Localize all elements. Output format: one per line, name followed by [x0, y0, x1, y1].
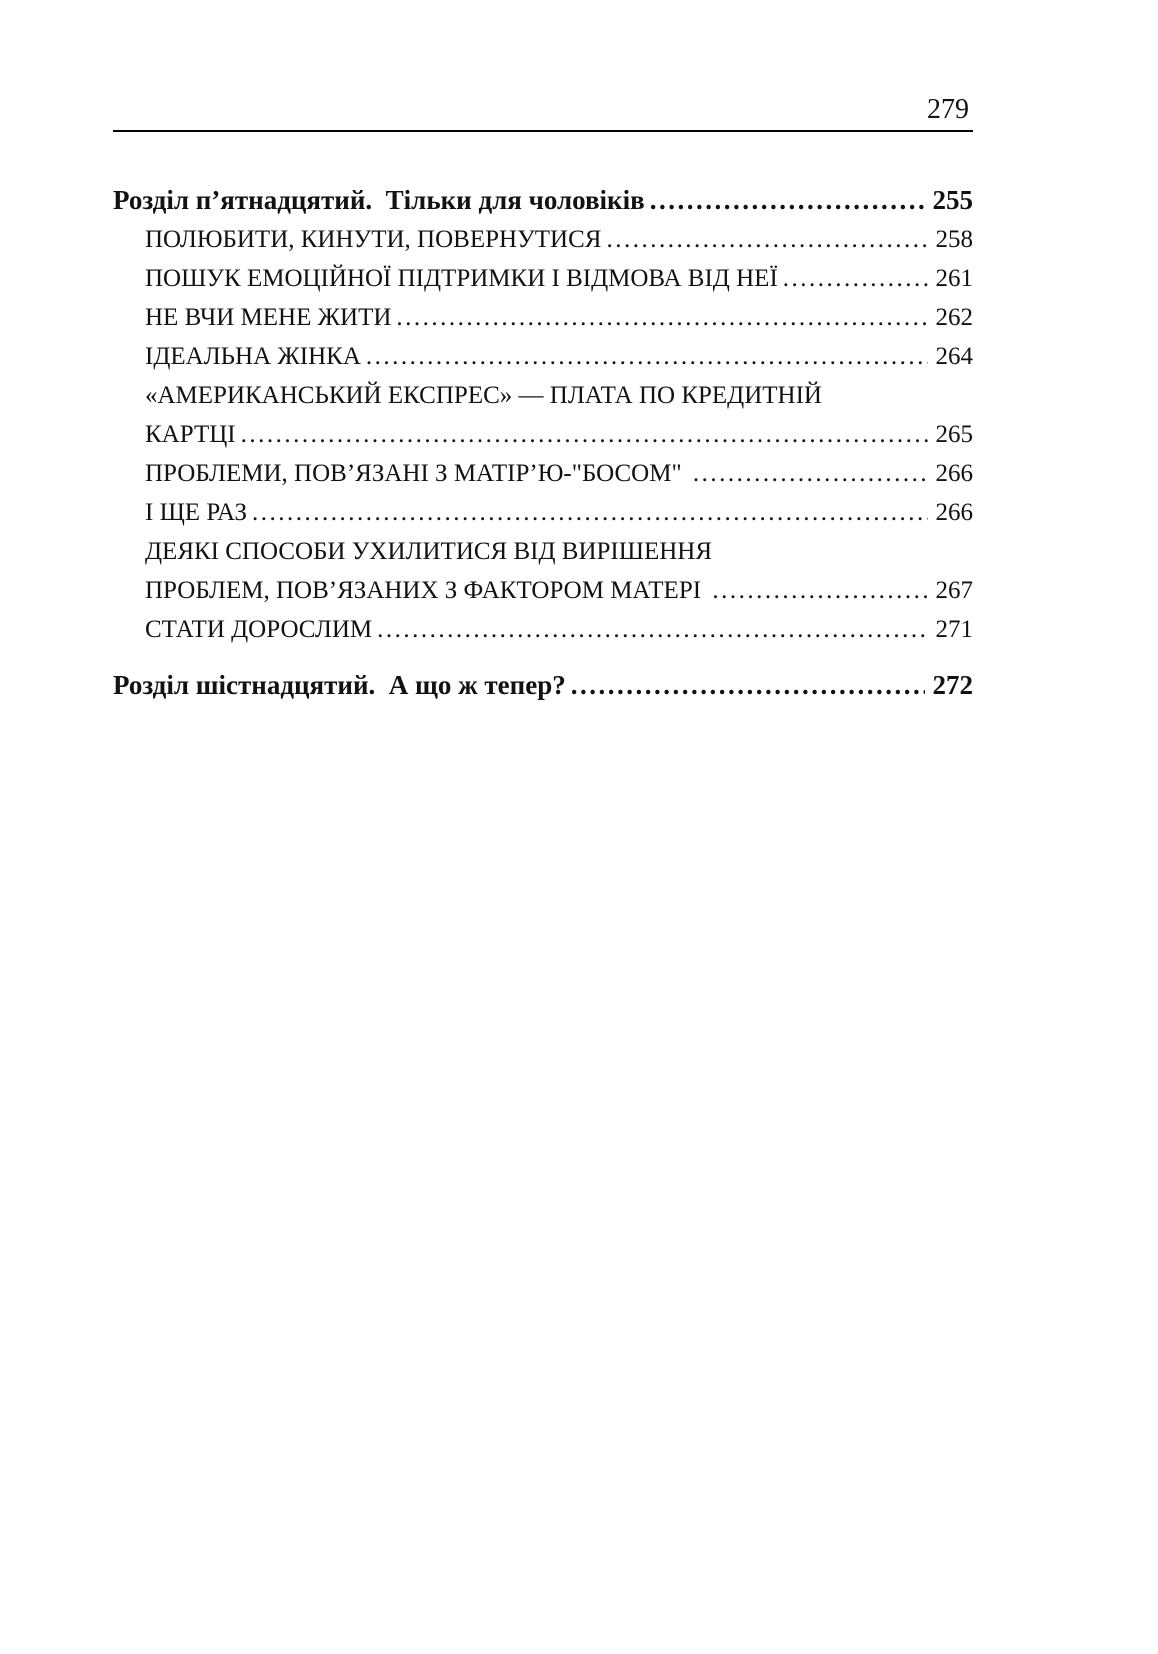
toc-entry-page: 262	[935, 304, 973, 331]
toc-entry-title: ПОЛЮБИТИ, КИНУТИ, ПОВЕРНУТИСЯ	[145, 226, 602, 253]
page-number: 279	[927, 94, 969, 125]
toc-entry-title: Розділ шістнадцятий. А що ж тепер?	[113, 670, 566, 700]
toc-dot-leader	[241, 415, 928, 454]
page-content	[113, 0, 973, 705]
toc-entry-page: 265	[935, 421, 973, 448]
toc-entry-line: ДЕЯКІ СПОСОБИ УХИЛИТИСЯ ВІД ВИРІШЕННЯ	[145, 538, 713, 565]
toc-dot-leader	[693, 454, 928, 493]
toc-dot-leader	[377, 610, 927, 649]
toc-dot-leader	[606, 220, 927, 259]
toc-entry-row	[145, 415, 973, 454]
toc-entry-row	[145, 298, 973, 337]
toc-list	[113, 132, 973, 705]
toc-entry-line: «АМЕРИКАНСЬКИЙ ЕКСПРЕС» — ПЛАТА ПО КРЕДИТНІЙ	[145, 382, 822, 409]
toc-entry-row	[145, 571, 973, 610]
toc-entry-page: 267	[935, 577, 973, 604]
toc-dot-leader	[366, 337, 928, 376]
toc-entry-page: 266	[935, 460, 973, 487]
toc-entry-title: ІДЕАЛЬНА ЖІНКА	[145, 343, 361, 370]
toc-dot-leader	[252, 493, 928, 532]
toc-entry-title: ПРОБЛЕМИ, ПОВ’ЯЗАНІ З МАТІР’Ю-"БОСОМ"	[145, 460, 688, 487]
toc-entry	[113, 298, 973, 337]
toc-entry-row	[145, 337, 973, 376]
toc-entry-row	[145, 610, 973, 649]
toc-entry-row	[113, 666, 973, 705]
page-header	[113, 0, 973, 132]
toc-entry-page: 271	[935, 616, 973, 643]
toc-dot-leader	[396, 298, 927, 337]
toc-entry	[113, 220, 973, 259]
toc-dot-leader	[783, 259, 928, 298]
toc-entry-title: І ЩЕ РАЗ	[145, 499, 247, 526]
toc-entry-title: СТАТИ ДОРОСЛИМ	[145, 616, 373, 643]
toc-entry-row	[145, 220, 973, 259]
toc-entry-title: Розділ п’ятнадцятий. Тільки для чоловіків	[113, 185, 645, 215]
toc-entry-row	[113, 181, 973, 220]
toc-entry-page: 266	[935, 499, 973, 526]
toc-entry-title: КАРТЦІ	[145, 421, 236, 448]
toc-entry-page: 255	[932, 185, 973, 215]
toc-entry	[113, 666, 973, 705]
toc-entry	[113, 610, 973, 649]
toc-entry-page: 272	[932, 670, 973, 700]
toc-entry	[113, 376, 973, 454]
toc-entry	[113, 181, 973, 220]
toc-entry	[113, 259, 973, 298]
toc-dot-leader	[571, 666, 925, 705]
toc-dot-leader	[712, 571, 927, 610]
toc-entry-title: ПРОБЛЕМ, ПОВ’ЯЗАНИХ З ФАКТОРОМ МАТЕРІ	[145, 577, 708, 604]
toc-entry-row	[145, 259, 973, 298]
toc-dot-leader	[650, 181, 925, 220]
toc-entry-row	[145, 454, 973, 493]
toc-entry-title: НЕ ВЧИ МЕНЕ ЖИТИ	[145, 304, 392, 331]
toc-entry-page: 258	[935, 226, 973, 253]
toc-entry-page: 261	[935, 265, 973, 292]
toc-entry-page: 264	[935, 343, 973, 370]
toc-entry	[113, 532, 973, 610]
toc-entry	[113, 337, 973, 376]
toc-entry-row	[145, 493, 973, 532]
toc-entry	[113, 454, 973, 493]
toc-entry-title: ПОШУК ЕМОЦІЙНОЇ ПІДТРИМКИ І ВІДМОВА ВІД НЕЇ	[145, 265, 778, 292]
toc-entry	[113, 493, 973, 532]
